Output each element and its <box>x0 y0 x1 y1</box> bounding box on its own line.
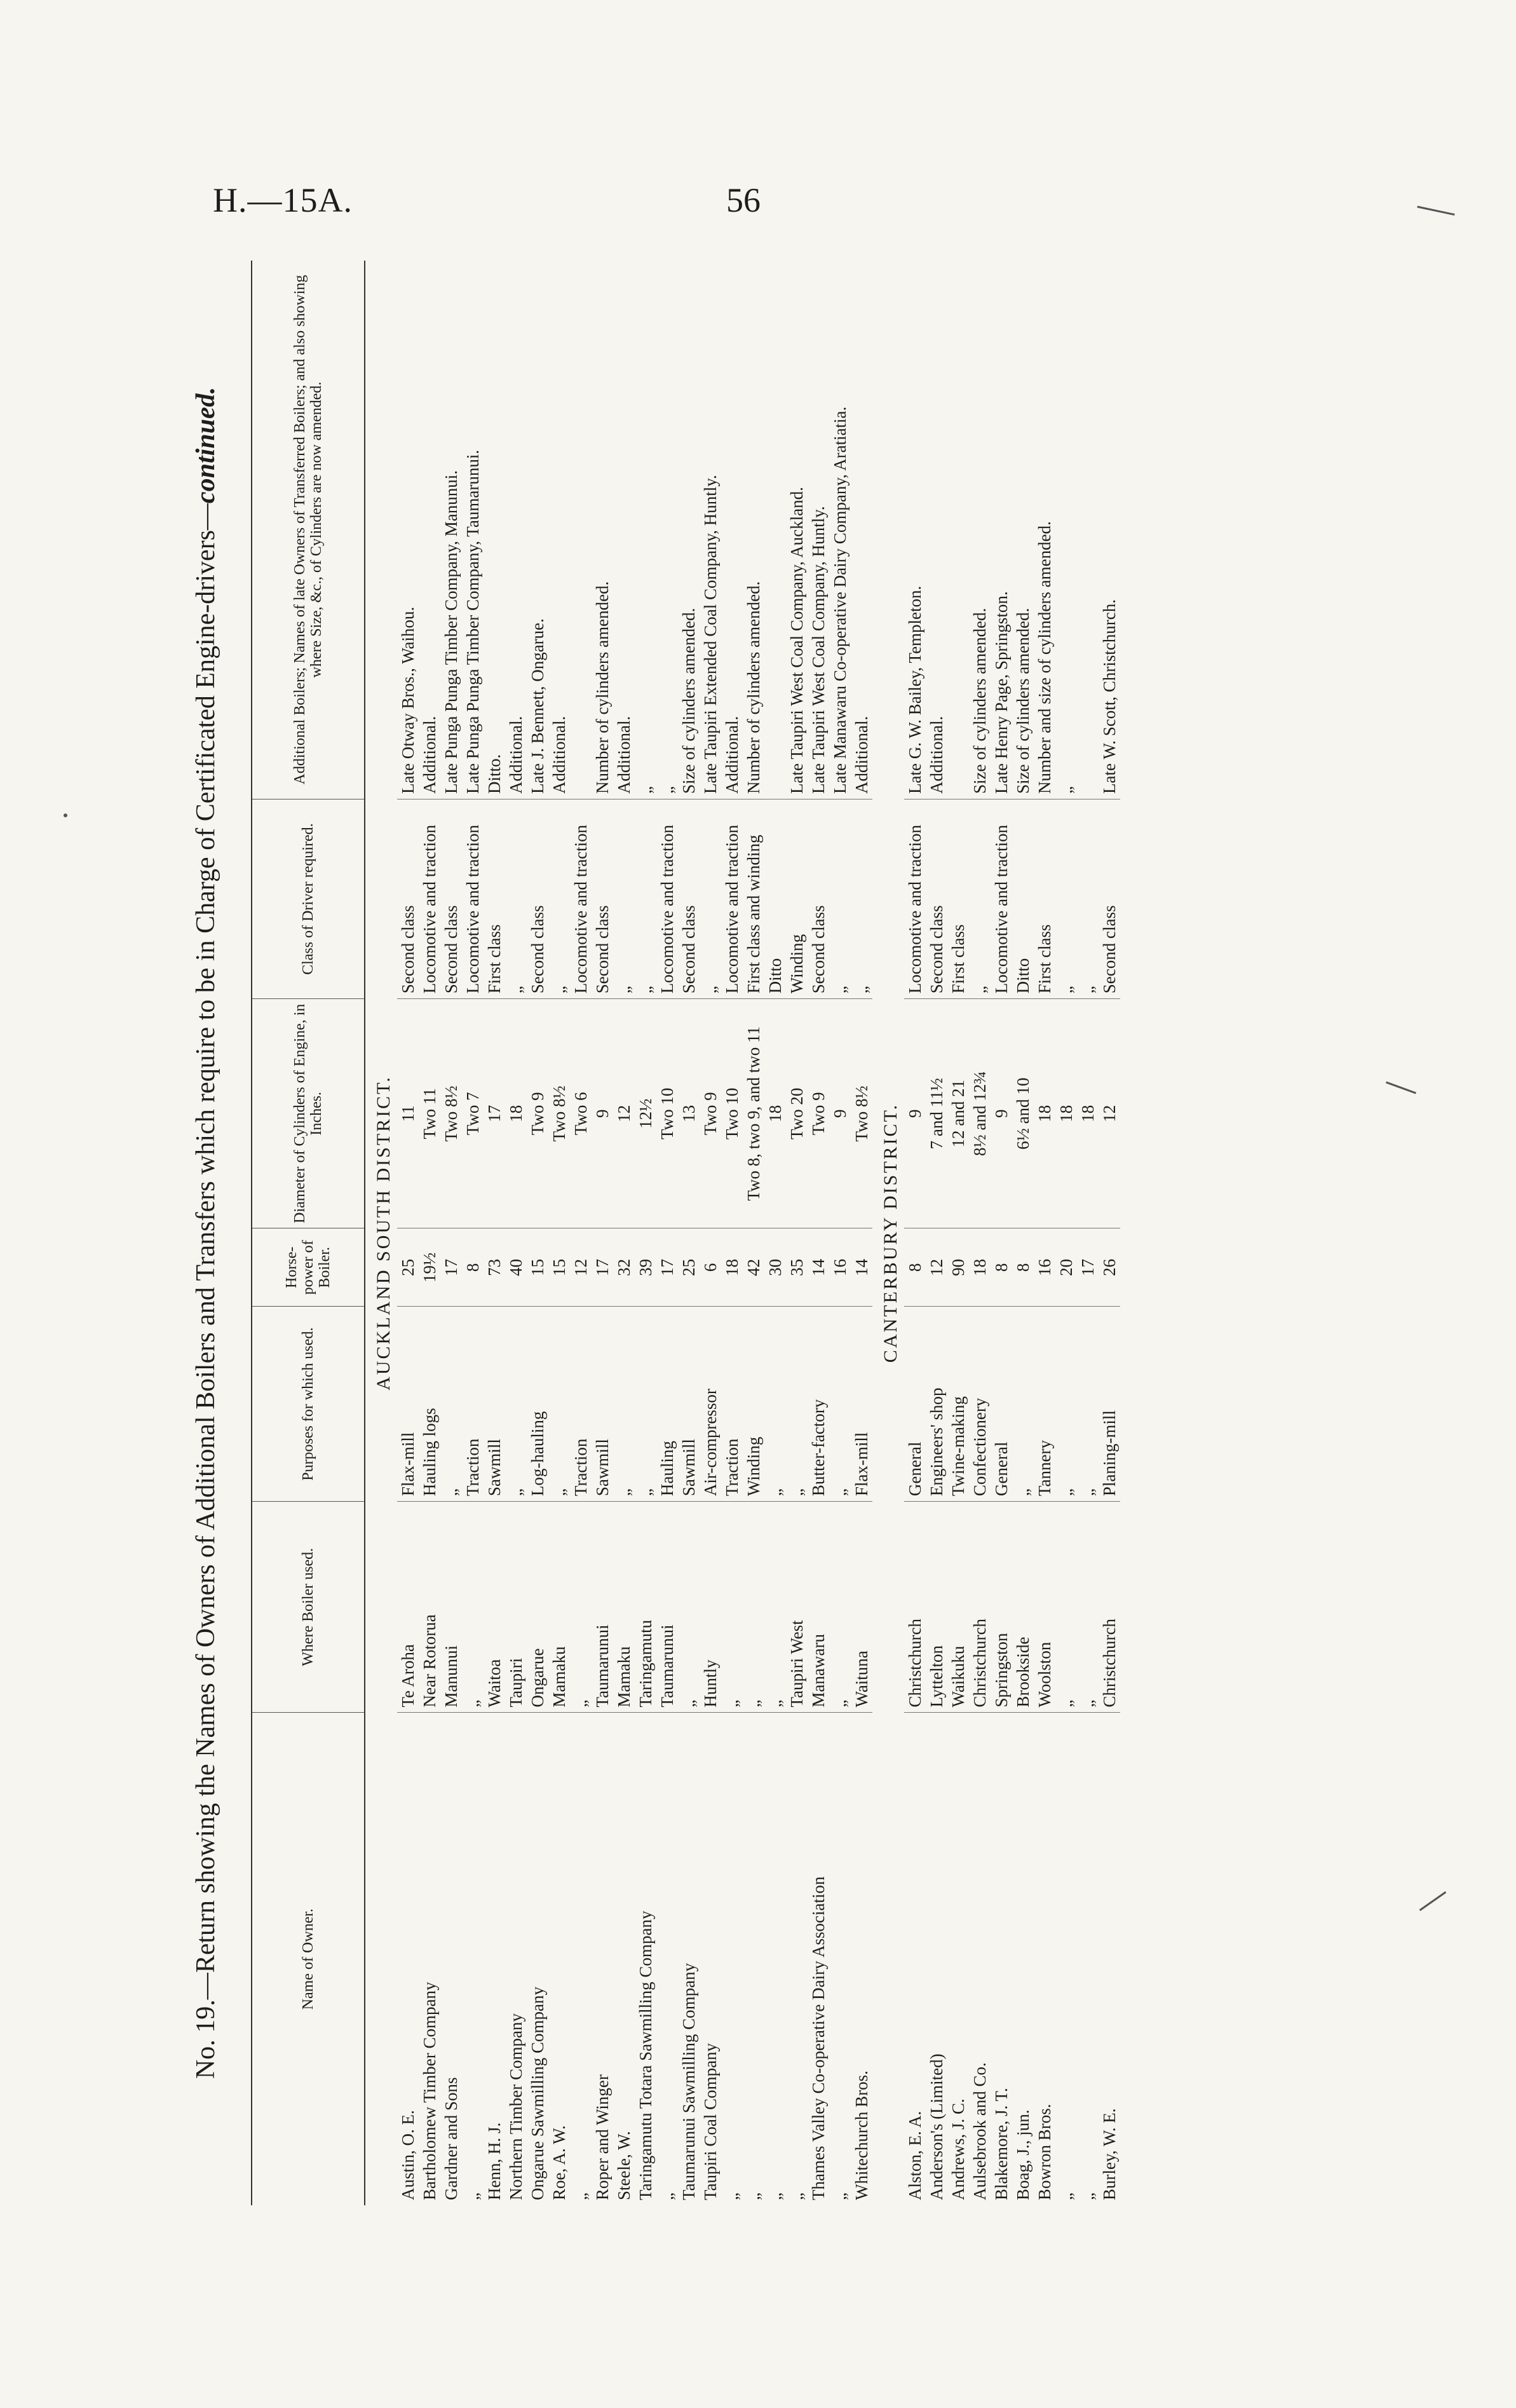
owner-cell: Taupiri Coal Company <box>701 2043 720 2200</box>
table-row <box>1034 261 1055 2205</box>
scan-mark <box>64 813 67 817</box>
owner-cell: „ <box>571 2193 590 2200</box>
owner-cell: „ <box>658 2193 677 2200</box>
table-row <box>743 261 764 2205</box>
cylinders-cell: Two 8½ <box>440 999 462 1228</box>
owner-cell: Roe, A. W. <box>550 2125 569 2200</box>
horsepower-cell: 17 <box>592 1228 613 1307</box>
remarks-cell: Additional. <box>851 261 872 799</box>
purpose-cell: Sawmill <box>678 1307 700 1502</box>
where-cell: Lyttelton <box>926 1502 947 1713</box>
owner-cell: „ <box>722 2193 741 2200</box>
purpose-cell: Hauling logs <box>419 1307 440 1502</box>
table-row <box>505 261 527 2205</box>
cylinders-cell: Two 8, two 9, and two 11 <box>743 999 764 1228</box>
where-cell: Manawaru <box>808 1502 829 1713</box>
owner-cell: „ <box>463 2193 482 2200</box>
horsepower-cell: 16 <box>829 1228 851 1307</box>
where-cell: „ <box>462 1502 484 1713</box>
owner-cell: Thames Valley Co-operative Dairy Association <box>809 1876 828 2200</box>
purpose-cell: Engineers' shop <box>926 1307 947 1502</box>
remarks-cell: Number of cylinders amended. <box>592 261 613 799</box>
table-row <box>613 261 635 2205</box>
table-row <box>969 261 991 2205</box>
remarks-cell: Late J. Bennett, Ongarue. <box>527 261 548 799</box>
horsepower-cell: 90 <box>947 1228 969 1307</box>
remarks-cell <box>1077 261 1099 799</box>
class-cell: Locomotive and traction <box>991 799 1012 999</box>
where-cell: Waikuku <box>947 1502 969 1713</box>
rotated-return-table <box>191 261 1303 2205</box>
where-cell: Christchurch <box>1099 1502 1120 1713</box>
purpose-cell: General <box>904 1307 926 1502</box>
purpose-cell: „ <box>1012 1307 1034 1502</box>
remarks-cell: Late Taupiri West Coal Company, Huntly. <box>808 261 829 799</box>
remarks-cell <box>570 261 592 799</box>
table-row <box>678 261 700 2205</box>
table-row <box>1012 261 1034 2205</box>
purpose-cell: „ <box>635 1307 656 1502</box>
table-row <box>527 261 548 2205</box>
class-cell: Locomotive and traction <box>904 799 926 999</box>
horsepower-cell: 17 <box>656 1228 678 1307</box>
owner-cell: Bartholomew Timber Company <box>420 1982 439 2200</box>
remarks-cell: Late W. Scott, Christchurch. <box>1099 261 1120 799</box>
where-cell: Taupiri <box>505 1502 527 1713</box>
table-row <box>462 261 484 2205</box>
where-cell: Taumarunui <box>656 1502 678 1713</box>
purpose-cell: „ <box>548 1307 570 1502</box>
owner-cell: Northern Timber Company <box>506 2013 525 2200</box>
purpose-cell: „ <box>505 1307 527 1502</box>
where-cell: Brookside <box>1012 1502 1034 1713</box>
table-title-text: No. 19.—Return showing the Names of Owners of Additional Boilers and Transfers which require to be in Charge of Certificated Engine-drivers— <box>191 503 220 2079</box>
column-header-remarks: Additional Boilers; Names of late Owners of Transferred Boilers; and also showing where Size, &c., of Cylinders are now amended. <box>252 261 365 799</box>
class-cell: „ <box>969 799 991 999</box>
horsepower-cell: 8 <box>991 1228 1012 1307</box>
class-cell: Second class <box>1099 799 1120 999</box>
page-number: 56 <box>726 181 761 219</box>
horsepower-cell: 6 <box>700 1228 721 1307</box>
where-cell: Taumarunui <box>592 1502 613 1713</box>
cylinders-cell: Two 10 <box>656 999 678 1228</box>
horsepower-cell: 14 <box>808 1228 829 1307</box>
column-header-owner: Name of Owner. <box>252 1713 365 2205</box>
where-cell: Christchurch <box>969 1502 991 1713</box>
class-cell: „ <box>829 799 851 999</box>
cylinders-cell: 17 <box>484 999 505 1228</box>
remarks-cell: Additional. <box>419 261 440 799</box>
owner-cell: Whitechurch Bros. <box>852 2071 871 2200</box>
cylinders-cell: 12½ <box>635 999 656 1228</box>
where-cell: „ <box>1055 1502 1077 1713</box>
remarks-cell: Additional. <box>505 261 527 799</box>
purpose-cell: Planing-mill <box>1099 1307 1120 1502</box>
cylinders-cell: 6½ and 10 <box>1012 999 1034 1228</box>
class-cell: Second class <box>678 799 700 999</box>
table-row <box>786 261 808 2205</box>
class-cell: Locomotive and traction <box>419 799 440 999</box>
district-heading: AUCKLAND SOUTH DISTRICT. <box>373 1075 394 1391</box>
purpose-cell: „ <box>440 1307 462 1502</box>
where-cell: Te Aroha <box>397 1502 419 1713</box>
cylinders-cell: 18 <box>1077 999 1099 1228</box>
column-header-purpose: Purposes for which used. <box>252 1307 365 1502</box>
where-cell: „ <box>829 1502 851 1713</box>
cylinders-cell: 12 <box>1099 999 1120 1228</box>
district-heading-row <box>365 261 397 2205</box>
class-cell: Second class <box>527 799 548 999</box>
horsepower-cell: 32 <box>613 1228 635 1307</box>
purpose-cell: Butter-factory <box>808 1307 829 1502</box>
table-row <box>851 261 872 2205</box>
owner-cell: Aulsebrook and Co. <box>970 2062 989 2200</box>
remarks-cell: Late Henry Page, Springston. <box>991 261 1012 799</box>
owner-cell: Austin, O. E. <box>398 2110 417 2200</box>
where-cell: Springston <box>991 1502 1012 1713</box>
table-row <box>991 261 1012 2205</box>
purpose-cell: Flax-mill <box>851 1307 872 1502</box>
remarks-cell: Additional. <box>613 261 635 799</box>
purpose-cell: Flax-mill <box>397 1307 419 1502</box>
cylinders-cell: 18 <box>505 999 527 1228</box>
where-cell: Taringamutu <box>635 1502 656 1713</box>
table-row <box>1055 261 1077 2205</box>
scan-mark <box>1386 1082 1416 1094</box>
owner-cell: Taringamutu Totara Sawmilling Company <box>636 1910 655 2200</box>
purpose-cell: General <box>991 1307 1012 1502</box>
table-body <box>365 261 1120 2205</box>
purpose-cell: Traction <box>570 1307 592 1502</box>
owner-cell: Taumarunui Sawmilling Company <box>679 1962 698 2200</box>
where-cell: Woolston <box>1034 1502 1055 1713</box>
remarks-cell: Additional. <box>548 261 570 799</box>
horsepower-cell: 8 <box>1012 1228 1034 1307</box>
horsepower-cell: 17 <box>440 1228 462 1307</box>
class-cell: Second class <box>440 799 462 999</box>
class-cell: Second class <box>397 799 419 999</box>
remarks-cell: Late Taupiri West Coal Company, Auckland. <box>786 261 808 799</box>
owner-cell: Burley, W. E. <box>1100 2108 1119 2200</box>
column-header-cylinders: Diameter of Cylinders of Engine, in Inches. <box>252 999 365 1228</box>
purpose-cell: „ <box>786 1307 808 1502</box>
class-cell: First class and winding <box>743 799 764 999</box>
class-cell: Second class <box>592 799 613 999</box>
horsepower-cell: 30 <box>764 1228 786 1307</box>
where-cell: Taupiri West <box>786 1502 808 1713</box>
purpose-cell: Twine-making <box>947 1307 969 1502</box>
owner-cell: Alston, E. A. <box>905 2111 924 2200</box>
table-row <box>721 261 743 2205</box>
table-row <box>570 261 592 2205</box>
where-cell: Manunui <box>440 1502 462 1713</box>
horsepower-cell: 26 <box>1099 1228 1120 1307</box>
owner-cell: Andrews, J. C. <box>949 2098 968 2200</box>
remarks-cell: Late Manawaru Co-operative Dairy Company, Aratiatia. <box>829 261 851 799</box>
owner-cell: Blakemore, J. T. <box>992 2088 1011 2200</box>
remarks-cell: Late Punga Punga Timber Company, Manunui. <box>440 261 462 799</box>
table-row <box>656 261 678 2205</box>
owner-cell: Roper and Winger <box>593 2074 612 2200</box>
remarks-cell: Additional. <box>926 261 947 799</box>
class-cell: First class <box>947 799 969 999</box>
horsepower-cell: 14 <box>851 1228 872 1307</box>
class-cell: Locomotive and traction <box>462 799 484 999</box>
owner-cell: Bowron Bros. <box>1035 2104 1054 2200</box>
class-cell: First class <box>1034 799 1055 999</box>
cylinders-cell: 11 <box>397 999 419 1228</box>
remarks-cell: „ <box>656 261 678 799</box>
cylinders-cell: 18 <box>1055 999 1077 1228</box>
table-row <box>947 261 969 2205</box>
horsepower-cell: 12 <box>926 1228 947 1307</box>
horsepower-cell: 35 <box>786 1228 808 1307</box>
class-cell: Locomotive and traction <box>656 799 678 999</box>
where-cell: „ <box>743 1502 764 1713</box>
purpose-cell: Confectionery <box>969 1307 991 1502</box>
horsepower-cell: 8 <box>462 1228 484 1307</box>
class-cell: „ <box>548 799 570 999</box>
owner-cell: „ <box>1078 2193 1097 2200</box>
class-cell: Locomotive and traction <box>570 799 592 999</box>
purpose-cell: „ <box>829 1307 851 1502</box>
purpose-cell: Winding <box>743 1307 764 1502</box>
remarks-cell: Ditto. <box>484 261 505 799</box>
cylinders-cell: Two 7 <box>462 999 484 1228</box>
owner-cell: „ <box>766 2193 785 2200</box>
owner-cell: „ <box>744 2193 763 2200</box>
cylinders-cell: 9 <box>829 999 851 1228</box>
purpose-cell: Traction <box>721 1307 743 1502</box>
table-title <box>191 261 235 2205</box>
scan-mark <box>1417 206 1454 215</box>
horsepower-cell: 42 <box>743 1228 764 1307</box>
horsepower-cell: 18 <box>721 1228 743 1307</box>
remarks-cell: Late G. W. Bailey, Templeton. <box>904 261 926 799</box>
class-cell: „ <box>505 799 527 999</box>
cylinders-cell: Two 9 <box>700 999 721 1228</box>
horsepower-cell: 12 <box>570 1228 592 1307</box>
cylinders-cell: Two 11 <box>419 999 440 1228</box>
table-row <box>926 261 947 2205</box>
cylinders-cell: 18 <box>764 999 786 1228</box>
district-heading-row <box>872 261 904 2205</box>
table-row <box>700 261 721 2205</box>
class-cell: Second class <box>926 799 947 999</box>
class-cell: Ditto <box>1012 799 1034 999</box>
purpose-cell: Log-hauling <box>527 1307 548 1502</box>
table-row <box>808 261 829 2205</box>
cylinders-cell: 9 <box>592 999 613 1228</box>
remarks-cell <box>947 261 969 799</box>
remarks-cell: „ <box>635 261 656 799</box>
horsepower-cell: 15 <box>527 1228 548 1307</box>
owner-cell: Boag, J., jun. <box>1013 2109 1032 2200</box>
column-header-where: Where Boiler used. <box>252 1502 365 1713</box>
table-row <box>440 261 462 2205</box>
where-cell: Mamaku <box>613 1502 635 1713</box>
table-row <box>419 261 440 2205</box>
district-heading: CANTERBURY DISTRICT. <box>880 1103 901 1363</box>
owner-cell: Gardner and Sons <box>442 2077 461 2200</box>
owner-cell: Steele, W. <box>614 2131 633 2200</box>
table-row <box>548 261 570 2205</box>
document-reference: H.—15A. <box>213 181 353 219</box>
remarks-cell: „ <box>1055 261 1077 799</box>
table-row <box>484 261 505 2205</box>
column-header-horsepower: Horse-power of Boiler. <box>252 1228 365 1307</box>
owner-cell: „ <box>787 2193 806 2200</box>
horsepower-cell: 8 <box>904 1228 926 1307</box>
cylinders-cell: 12 and 21 <box>947 999 969 1228</box>
horsepower-cell: 73 <box>484 1228 505 1307</box>
return-table <box>251 261 1120 2205</box>
horsepower-cell: 39 <box>635 1228 656 1307</box>
remarks-cell: Late Punga Punga Timber Company, Taumarunui. <box>462 261 484 799</box>
cylinders-cell: 9 <box>991 999 1012 1228</box>
cylinders-cell: 7 and 11½ <box>926 999 947 1228</box>
purpose-cell: Air-compressor <box>700 1307 721 1502</box>
where-cell: „ <box>570 1502 592 1713</box>
cylinders-cell: Two 8½ <box>548 999 570 1228</box>
where-cell: Near Rotorua <box>419 1502 440 1713</box>
purpose-cell: Sawmill <box>592 1307 613 1502</box>
owner-cell: „ <box>1057 2193 1076 2200</box>
purpose-cell: „ <box>764 1307 786 1502</box>
purpose-cell: Sawmill <box>484 1307 505 1502</box>
table-row <box>397 261 419 2205</box>
purpose-cell: „ <box>613 1307 635 1502</box>
remarks-cell: Size of cylinders amended. <box>678 261 700 799</box>
class-cell: Winding <box>786 799 808 999</box>
remarks-cell: Late Otway Bros., Waihou. <box>397 261 419 799</box>
cylinders-cell: Two 9 <box>808 999 829 1228</box>
where-cell: „ <box>678 1502 700 1713</box>
horsepower-cell: 25 <box>678 1228 700 1307</box>
class-cell: First class <box>484 799 505 999</box>
table-row <box>829 261 851 2205</box>
cylinders-cell: 12 <box>613 999 635 1228</box>
where-cell: Waituna <box>851 1502 872 1713</box>
horsepower-cell: 19½ <box>419 1228 440 1307</box>
cylinders-cell: 9 <box>904 999 926 1228</box>
horsepower-cell: 20 <box>1055 1228 1077 1307</box>
where-cell: Huntly <box>700 1502 721 1713</box>
remarks-cell: Number and size of cylinders amended. <box>1034 261 1055 799</box>
purpose-cell: Traction <box>462 1307 484 1502</box>
table-row <box>764 261 786 2205</box>
remarks-cell: Late Taupiri Extended Coal Company, Huntly. <box>700 261 721 799</box>
table-row <box>1099 261 1120 2205</box>
owner-cell: „ <box>830 2193 849 2200</box>
remarks-cell <box>764 261 786 799</box>
table-title-continued: continued. <box>191 386 220 504</box>
owner-cell: Anderson's (Limited) <box>927 2053 946 2200</box>
table-header-row <box>252 261 365 2205</box>
where-cell: Mamaku <box>548 1502 570 1713</box>
table-row <box>904 261 926 2205</box>
class-cell: „ <box>700 799 721 999</box>
horsepower-cell: 15 <box>548 1228 570 1307</box>
remarks-cell: Size of cylinders amended. <box>1012 261 1034 799</box>
where-cell: Ongarue <box>527 1502 548 1713</box>
cylinders-cell: 8½ and 12¾ <box>969 999 991 1228</box>
class-cell: „ <box>851 799 872 999</box>
where-cell: Christchurch <box>904 1502 926 1713</box>
where-cell: „ <box>1077 1502 1099 1713</box>
cylinders-cell: Two 20 <box>786 999 808 1228</box>
owner-cell: Ongarue Sawmilling Company <box>528 1987 547 2200</box>
horsepower-cell: 40 <box>505 1228 527 1307</box>
purpose-cell: „ <box>1055 1307 1077 1502</box>
class-cell: Ditto <box>764 799 786 999</box>
class-cell: „ <box>635 799 656 999</box>
purpose-cell: Hauling <box>656 1307 678 1502</box>
horsepower-cell: 17 <box>1077 1228 1099 1307</box>
where-cell: „ <box>721 1502 743 1713</box>
cylinders-cell: Two 6 <box>570 999 592 1228</box>
horsepower-cell: 18 <box>969 1228 991 1307</box>
cylinders-cell: Two 8½ <box>851 999 872 1228</box>
table-row <box>1077 261 1099 2205</box>
horsepower-cell: 25 <box>397 1228 419 1307</box>
remarks-cell: Number of cylinders amended. <box>743 261 764 799</box>
purpose-cell: „ <box>1077 1307 1099 1502</box>
scan-mark <box>1419 1891 1447 1911</box>
class-cell: „ <box>1077 799 1099 999</box>
where-cell: „ <box>764 1502 786 1713</box>
cylinders-cell: 18 <box>1034 999 1055 1228</box>
cylinders-cell: 13 <box>678 999 700 1228</box>
cylinders-cell: Two 10 <box>721 999 743 1228</box>
owner-cell: Henn, H. J. <box>485 2122 504 2200</box>
table-row <box>592 261 613 2205</box>
where-cell: Waitoa <box>484 1502 505 1713</box>
purpose-cell: Tannery <box>1034 1307 1055 1502</box>
remarks-cell: Additional. <box>721 261 743 799</box>
class-cell: Second class <box>808 799 829 999</box>
class-cell: „ <box>613 799 635 999</box>
class-cell: Locomotive and traction <box>721 799 743 999</box>
table-row <box>635 261 656 2205</box>
remarks-cell: Size of cylinders amended. <box>969 261 991 799</box>
column-header-class: Class of Driver required. <box>252 799 365 999</box>
class-cell: „ <box>1055 799 1077 999</box>
cylinders-cell: Two 9 <box>527 999 548 1228</box>
horsepower-cell: 16 <box>1034 1228 1055 1307</box>
